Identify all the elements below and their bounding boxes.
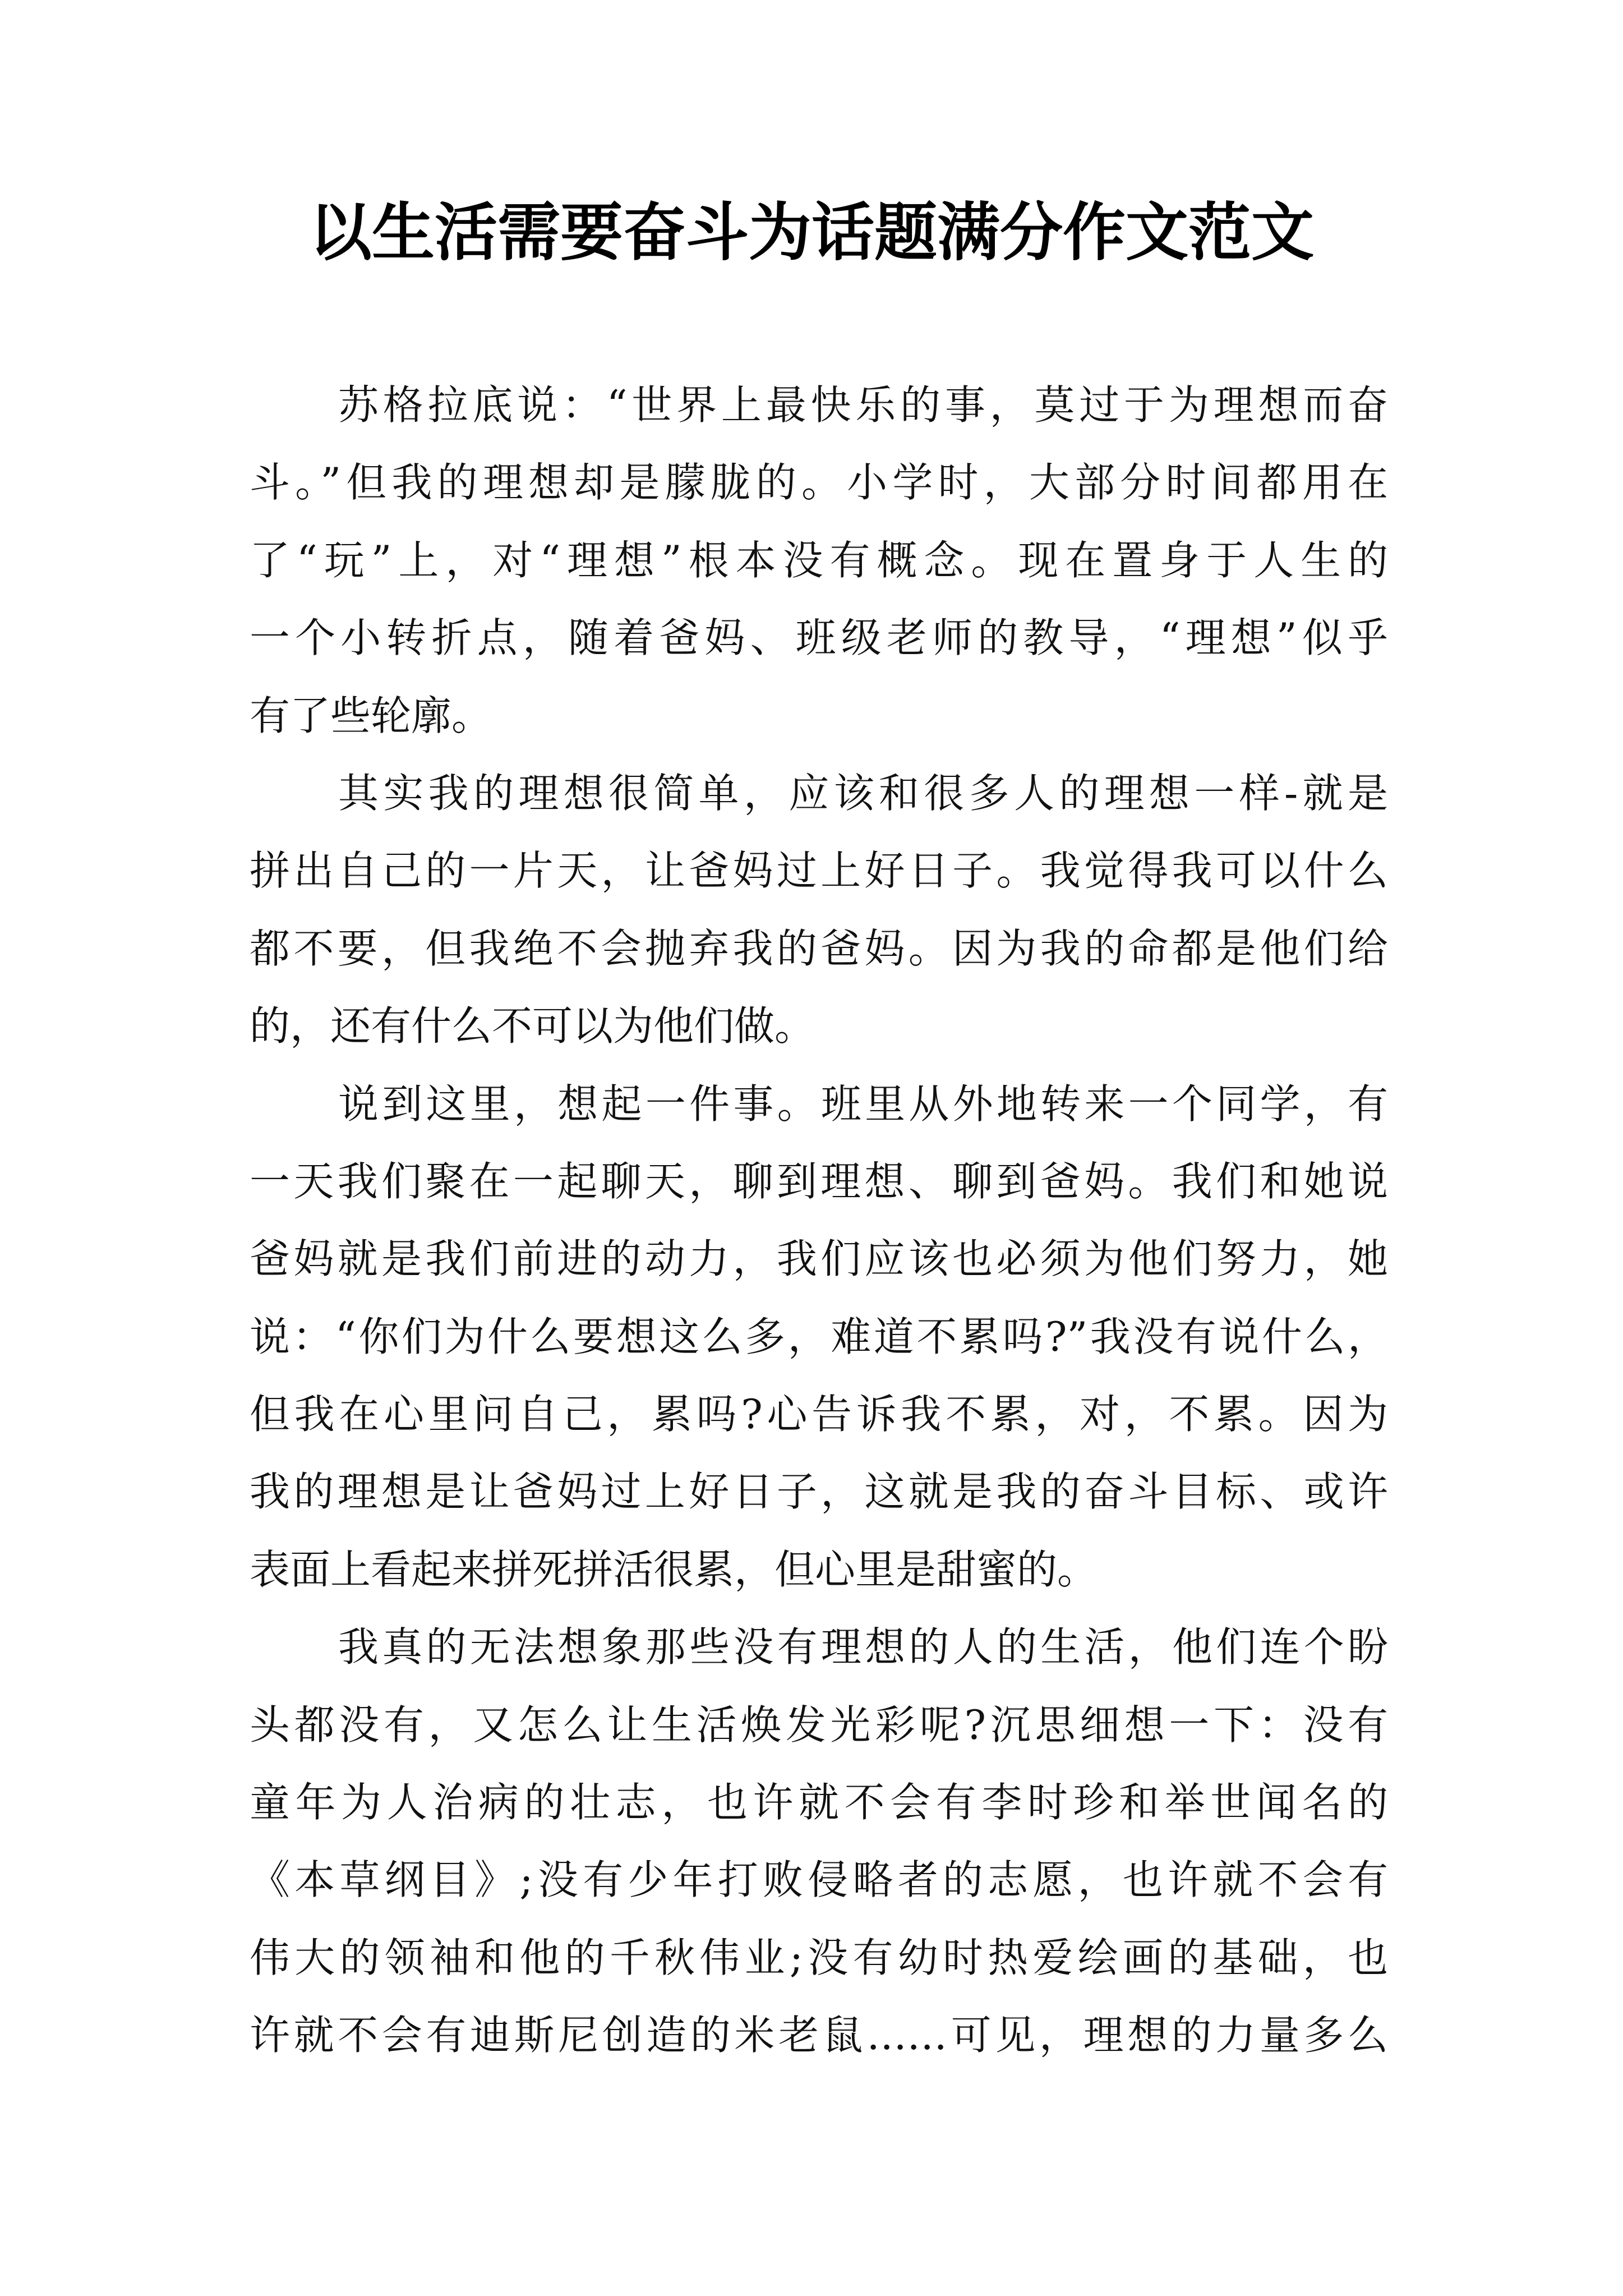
- text-line: 伟大的领袖和他的千秋伟业;没有幼时热爱绘画的基础，也: [250, 1934, 1388, 1981]
- text-line: 一天我们聚在一起聊天，聊到理想、聊到爸妈。我们和她说: [250, 1157, 1388, 1205]
- text-line: 表面上看起来拼死拼活很累，但心里是甜蜜的。: [250, 1545, 1098, 1593]
- text-line: 了“玩”上，对“理想”根本没有概念。现在置身于人生的: [250, 536, 1388, 584]
- text-line: 我的理想是让爸妈过上好日子，这就是我的奋斗目标、或许: [250, 1468, 1388, 1516]
- paragraph-4: [250, 1608, 1388, 2074]
- text-line: 说到这里，想起一件事。班里从外地转来一个同学，有: [338, 1080, 1388, 1128]
- text-line: 童年为人治病的壮志，也许就不会有李时珍和举世闻名的: [250, 1779, 1388, 1826]
- text-line: 说：“你们为什么要想这么多，难道不累吗?”我没有说什么，: [250, 1313, 1388, 1360]
- text-line: 一个小转折点，随着爸妈、班级老师的教导，“理想”似乎: [250, 614, 1388, 662]
- text-line: 的，还有什么不可以为他们做。: [250, 1002, 815, 1050]
- text-line: 《本草纲目》;没有少年打败侵略者的志愿，也许就不会有: [250, 1856, 1388, 1904]
- text-line: 爸妈就是我们前进的动力，我们应该也必须为他们努力，她: [250, 1235, 1388, 1283]
- text-line: 我真的无法想象那些没有理想的人的生活，他们连个盼: [338, 1623, 1388, 1671]
- text-line: 苏格拉底说：“世界上最快乐的事，莫过于为理想而奋: [338, 381, 1388, 429]
- text-line: 但我在心里问自己，累吗?心告诉我不累，对，不累。因为: [250, 1391, 1388, 1438]
- text-line: 其实我的理想很简单，应该和很多人的理想一样-就是: [338, 769, 1388, 817]
- paragraph-2: [250, 754, 1388, 1065]
- paragraph-1: [250, 366, 1388, 754]
- paragraph-3: [250, 1065, 1388, 1609]
- essay-body: [250, 366, 1388, 2074]
- text-line: 都不要，但我绝不会抛弃我的爸妈。因为我的命都是他们给: [250, 924, 1388, 972]
- text-line: 拼出自己的一片天，让爸妈过上好日子。我觉得我可以什么: [250, 847, 1388, 895]
- text-line: 有了些轮廓。: [250, 692, 492, 739]
- text-line: 许就不会有迪斯尼创造的米老鼠……可见，理想的力量多么: [250, 2012, 1388, 2059]
- text-line: 头都没有，又怎么让生活焕发光彩呢?沉思细想一下：没有: [250, 1701, 1388, 1749]
- text-line: 斗。”但我的理想却是朦胧的。小学时，大部分时间都用在: [250, 459, 1388, 507]
- page-title: 以生活需要奋斗为话题满分作文范文: [309, 196, 1314, 269]
